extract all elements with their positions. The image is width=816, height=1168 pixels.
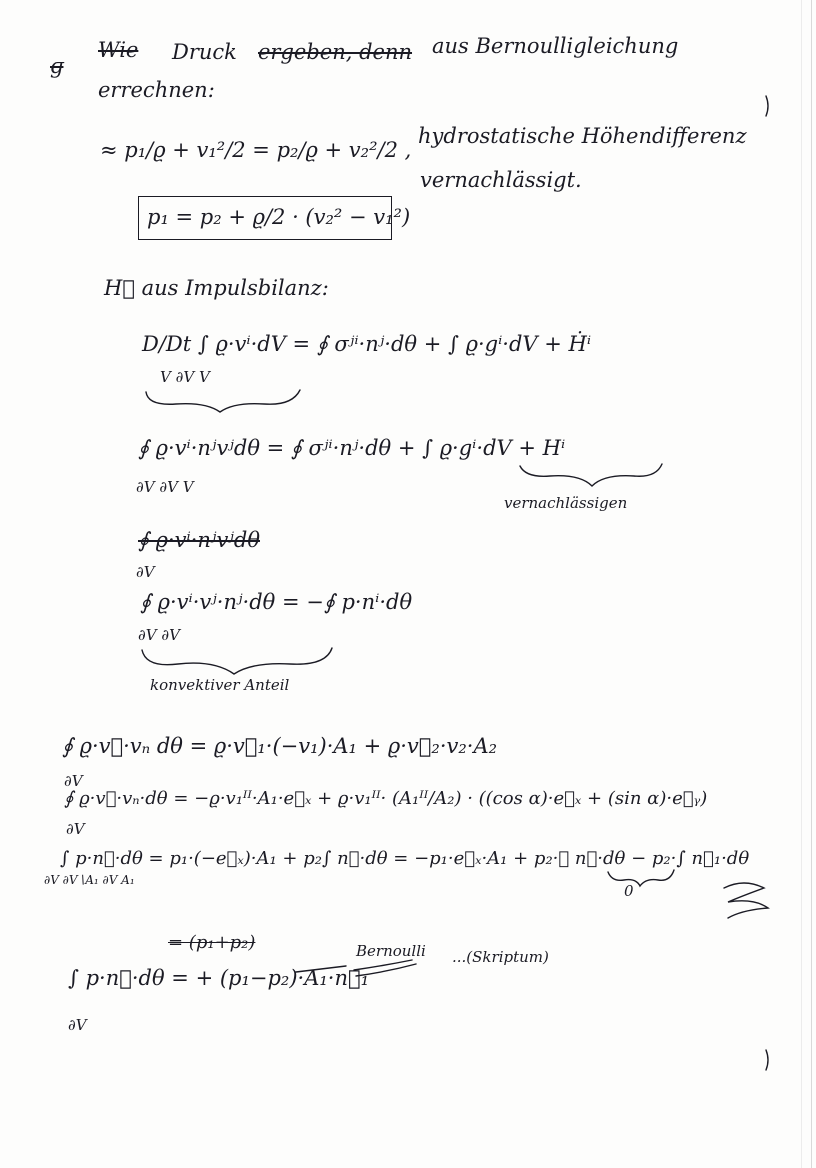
flux-equation-2: ∮ ϱ·v⃗·vₙ·dθ = −ϱ·v₁ᴵᴵ·A₁·e⃗ₓ + ϱ·v₁ᴵᴵ· (A₁ᴵᴵ/A₂) · ((cos α)·e⃗ₓ + (sin α)·e⃗ᵧ) (64, 788, 708, 809)
text-errechnen: errechnen: (98, 78, 215, 102)
struck-word: Wie (98, 38, 139, 62)
pressure-integral-equation: ∫ p·n⃗·dθ = p₁·(−e⃗ₓ)·A₁ + p₂∫ n⃗·dθ = −p₁·e⃗ₓ·A₁ + p₂·∮ n⃗·dθ − p₂·∫ n⃗₁·dθ (60, 848, 750, 869)
bernoulli-equation: ≈ p₁/ϱ + v₁²/2 = p₂/ϱ + v₂²/2 , (100, 138, 412, 162)
flux-equation-subscript: ∂V (64, 772, 83, 790)
flux-equation-2-subscript: ∂V (66, 820, 85, 838)
label-convective: konvektiver Anteil (150, 676, 290, 694)
note-hydrostatic: hydrostatische Höhendifferenz (418, 124, 747, 148)
struck-phrase: ergeben, denn (258, 40, 413, 64)
struck-sum: = (p₁+p₂) (168, 932, 256, 953)
struck-prefix: ɡ̶ (50, 54, 64, 78)
momentum-equation-2-subscripts: ∂V ∂V V (136, 478, 194, 496)
momentum-balance-equation: D/Dt ∫ ϱ·vⁱ·dV = ∮ σʲⁱ·nʲ·dθ + ∫ ϱ·gⁱ·dV + Ḣⁱ (142, 332, 592, 356)
margin-mark (766, 96, 768, 116)
flux-equation: ∮ ϱ·v⃗·vₙ dθ = ϱ·v⃗₁·(−v₁)·A₁ + ϱ·v⃗₂·v₂·A₂ (62, 734, 498, 758)
text-bernoulli-heading: aus Bernoulligleichung (432, 34, 679, 58)
brace-convective (142, 648, 332, 674)
scribble-a1 (724, 883, 768, 918)
impulse-heading: H⃗ aus Impulsbilanz: (104, 276, 329, 300)
struck-equation: ∮ ϱ·vⁱ·nʲvʲdθ (138, 528, 260, 552)
label-neglect: vernachlässigen (504, 494, 628, 512)
margin-mark-2 (766, 1050, 768, 1070)
pressure-result-equation: ∫ p·n⃗·dθ = + (p₁−p₂)·A₁·n⃗₁ (68, 966, 370, 990)
convective-equation: ∮ ϱ·vⁱ·vʲ·nʲ·dθ = −∮ p·nⁱ·dθ (140, 590, 413, 614)
boxed-equation-text: p₁ = p₂ + ϱ/2 · (v₂² − v₁²) (147, 205, 411, 229)
bernoulli-underline (354, 960, 416, 976)
skriptum-reference: ...(Skriptum) (452, 948, 549, 966)
arrow-rule (296, 966, 346, 972)
brace-zero (608, 870, 674, 886)
momentum-balance-subscripts: V ∂V V (160, 368, 210, 386)
bernoulli-annotation: Bernoulli (356, 942, 426, 960)
pressure-result-subscript: ∂V (68, 1016, 87, 1034)
brace-under-integral (146, 390, 300, 412)
momentum-equation-2: ∮ ϱ·vⁱ·nʲvʲdθ = ∮ σʲⁱ·nʲ·dθ + ∫ ϱ·gⁱ·dV + Hⁱ (138, 436, 566, 460)
convective-equation-subscripts: ∂V ∂V (138, 626, 180, 644)
pressure-integral-subscripts: ∂V ∂V∖A₁ ∂V A₁ (44, 873, 135, 887)
struck-equation-subscript: ∂V (136, 563, 155, 581)
zero-annotation: 0 (624, 882, 634, 900)
brace-neglect (520, 464, 662, 486)
note-neglected: vernachlässigt. (420, 168, 582, 192)
text-druck: Druck (172, 40, 237, 64)
